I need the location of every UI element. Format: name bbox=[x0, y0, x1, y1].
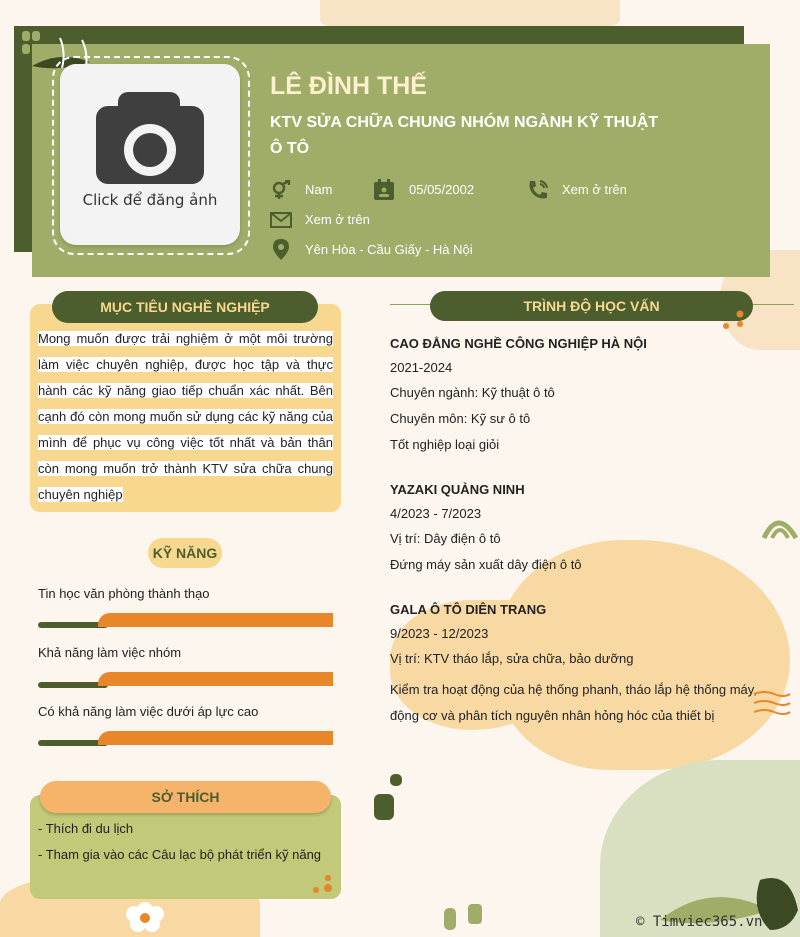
address-value: Yên Hòa - Cầu Giấy - Hà Nội bbox=[305, 242, 473, 257]
education-entry-line: Vị trí: KTV tháo lắp, sửa chữa, bảo dưỡng bbox=[390, 651, 634, 666]
copyright-watermark: © Timviec365.vn bbox=[636, 914, 763, 930]
photo-upload[interactable] bbox=[60, 64, 240, 245]
photo-upload-label: Click để đăng ảnh bbox=[82, 191, 218, 209]
dots-decoration bbox=[718, 308, 748, 332]
mail-icon bbox=[270, 212, 292, 228]
skill-bar-fill bbox=[98, 613, 333, 627]
phone-value: Xem ở trên bbox=[562, 182, 627, 197]
skill-label: Khả năng làm việc nhóm bbox=[38, 645, 182, 660]
education-entry-name: CAO ĐẲNG NGHỀ CÔNG NGHIỆP HÀ NỘI bbox=[390, 336, 647, 351]
arc-decoration bbox=[760, 510, 800, 540]
leaf-decoration bbox=[372, 772, 408, 822]
birthday-value: 05/05/2002 bbox=[409, 182, 475, 197]
objective-text: Mong muốn được trải nghiệm ở một môi trường làm việc chuyên nghiệp, được học tập và thực hành các kỹ năng giao tiếp chuẩn xác nhất. Bên cạnh đó còn mong muốn sử dụng các kỹ năng của mình để phục vụ công việc tốt nhất và bản thân còn mong muốn trở thành KTV sửa chữa chung chuyên nghiệp bbox=[38, 331, 333, 502]
leaf-decoration bbox=[440, 900, 490, 937]
hobby-item: - Tham gia vào các Câu lạc bộ phát triển kỹ năng bbox=[38, 847, 322, 862]
skill-bar-fill bbox=[98, 731, 333, 745]
gender-icon bbox=[270, 180, 292, 200]
education-entry-line: Vị trí: Dây điện ô tô bbox=[390, 531, 501, 546]
education-heading: TRÌNH ĐỘ HỌC VẤN bbox=[430, 291, 753, 321]
wave-decoration bbox=[752, 690, 792, 716]
objective-heading: MỤC TIÊU NGHỀ NGHIỆP bbox=[52, 291, 318, 323]
job-title: KTV SỬA CHỮA CHUNG NHÓM NGÀNH KỸ THUẬT Ô TÔ bbox=[270, 114, 659, 157]
flower-decoration bbox=[120, 890, 170, 937]
education-entry-line: Chuyên môn: Kỹ sư ô tô bbox=[390, 411, 531, 426]
skills-heading: KỸ NĂNG bbox=[148, 538, 222, 568]
education-entry-line: Đứng máy sản xuất dây điện ô tô bbox=[390, 557, 582, 572]
email-value: Xem ở trên bbox=[305, 212, 370, 227]
hobby-item: - Thích đi du lịch bbox=[38, 821, 134, 836]
candidate-name: LÊ ĐÌNH THẾ bbox=[270, 72, 427, 100]
skill-label: Có khả năng làm việc dưới áp lực cao bbox=[38, 704, 259, 719]
education-entry-line: Chuyên ngành: Kỹ thuật ô tô bbox=[390, 385, 555, 400]
education-entry-line: Kiểm tra hoạt động của hệ thống phanh, tháo lắp hệ thống máy, động cơ và phân tích nguyên nhân hỏng hóc của thiết bị bbox=[390, 682, 757, 723]
education-entry-line: 2021-2024 bbox=[390, 360, 453, 375]
location-icon bbox=[272, 238, 290, 262]
education-entry-name: YAZAKI QUẢNG NINH bbox=[390, 482, 525, 497]
phone-icon bbox=[527, 179, 549, 201]
education-entry-line: 4/2023 - 7/2023 bbox=[390, 506, 482, 521]
skill-bar-fill bbox=[98, 672, 333, 686]
dots-decoration bbox=[308, 872, 338, 896]
skill-label: Tin học văn phòng thành thạo bbox=[38, 586, 210, 601]
education-entry-name: GALA Ô TÔ DIÊN TRANG bbox=[390, 602, 547, 617]
gender-value: Nam bbox=[305, 182, 333, 197]
calendar-icon bbox=[373, 179, 395, 201]
education-entry-line: Tốt nghiệp loại giỏi bbox=[390, 437, 500, 452]
hobbies-heading: SỞ THÍCH bbox=[40, 781, 331, 813]
education-entry-line: 9/2023 - 12/2023 bbox=[390, 626, 489, 641]
